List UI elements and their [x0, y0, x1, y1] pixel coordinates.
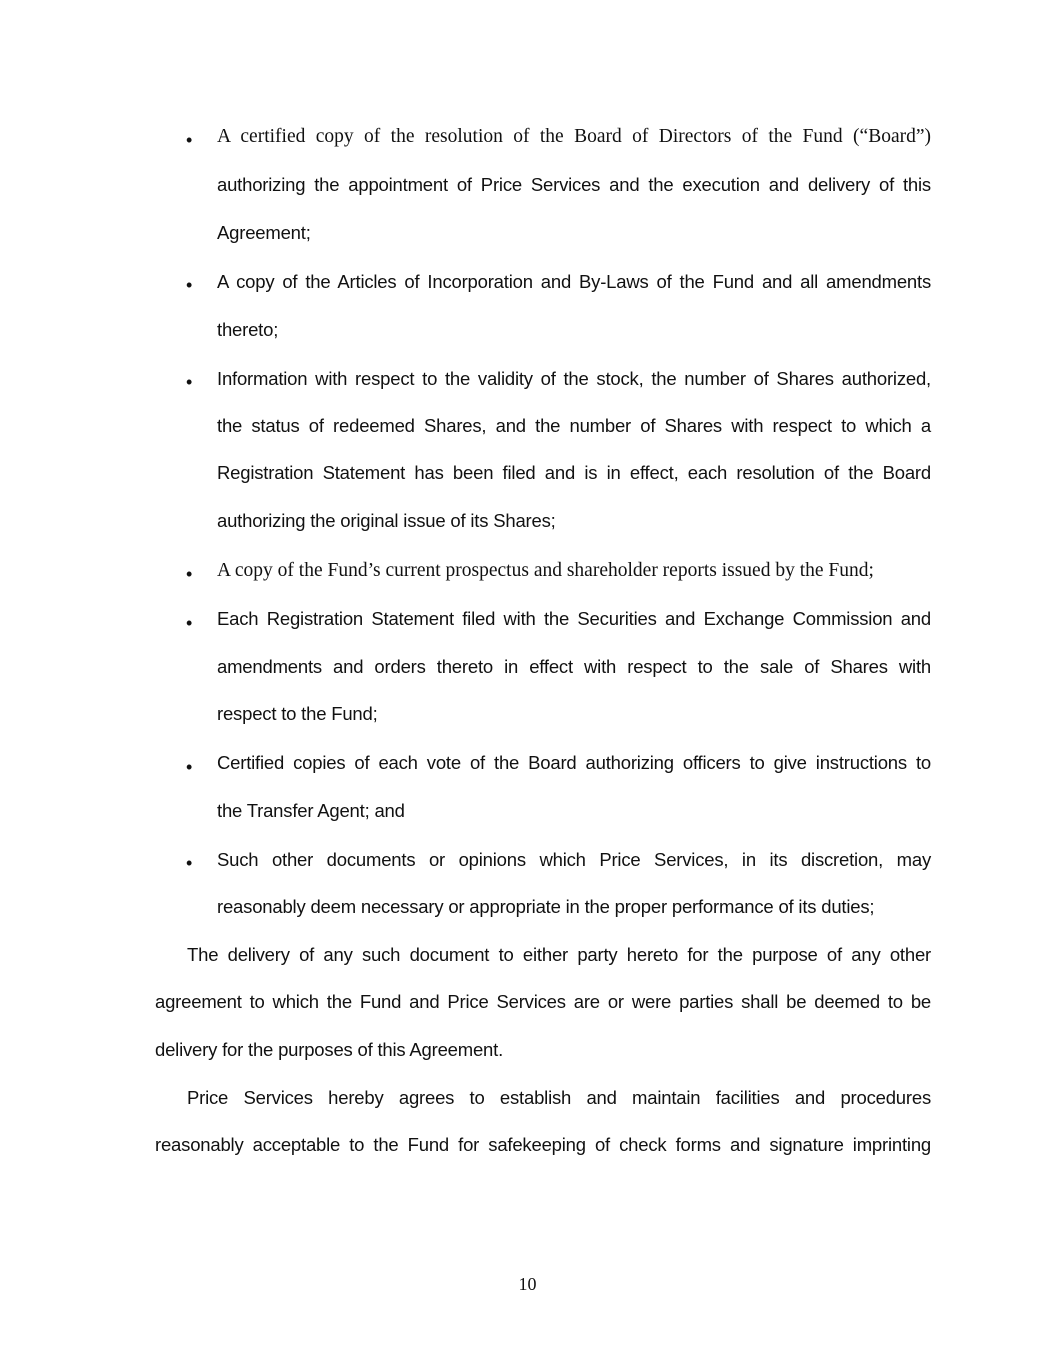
paragraph-line: The delivery of any such document to either party hereto for the purpose of any other [187, 944, 931, 965]
paragraph-line: agreement to which the Fund and Price Services are or were parties shall be deemed to be [155, 991, 931, 1012]
bullet-icon: • [186, 372, 193, 392]
list-item-line: the Transfer Agent; and [217, 800, 405, 821]
bullet-icon: • [186, 853, 193, 873]
list-item-line: Registration Statement has been filed and is in effect, each resolution of the Board [217, 462, 931, 483]
list-item-line: the status of redeemed Shares, and the number of Shares with respect to which a [217, 415, 931, 436]
list-item-line: thereto; [217, 319, 279, 340]
page-number: 10 [518, 1274, 537, 1294]
list-item-line: amendments and orders thereto in effect with respect to the sale of Shares with [217, 656, 931, 677]
paragraph-line: reasonably acceptable to the Fund for safekeeping of check forms and signature imprinting [155, 1134, 931, 1155]
bullet-icon: • [186, 613, 193, 633]
paragraph-line: Price Services hereby agrees to establish and maintain facilities and procedures [187, 1087, 931, 1108]
paragraph-line: delivery for the purposes of this Agreement. [155, 1039, 504, 1060]
list-item-line: A copy of the Fund’s current prospectus and shareholder reports issued by the Fund; [217, 560, 874, 581]
list-item-line: Agreement; [217, 222, 311, 243]
list-item-line: respect to the Fund; [217, 703, 378, 724]
list-item-line: authorizing the original issue of its Shares; [217, 510, 556, 531]
bullet-icon: • [186, 564, 193, 584]
list-item-line: A certified copy of the resolution of the Board of Directors of the Fund (“Board”) [217, 126, 931, 147]
list-item-line: authorizing the appointment of Price Services and the execution and delivery of this [217, 174, 931, 195]
list-item-line: A copy of the Articles of Incorporation and By-Laws of the Fund and all amendments [217, 271, 931, 292]
list-item-line: reasonably deem necessary or appropriate in the proper performance of its duties; [217, 896, 875, 917]
list-item-line: Such other documents or opinions which Price Services, in its discretion, may [217, 849, 931, 870]
list-item-line: Each Registration Statement filed with the Securities and Exchange Commission and [217, 608, 931, 629]
bullet-icon: • [186, 130, 193, 150]
list-item-line: Certified copies of each vote of the Board authorizing officers to give instructions to [217, 752, 931, 773]
bullet-icon: • [186, 275, 193, 295]
list-item-line: Information with respect to the validity of the stock, the number of Shares authorized, [217, 368, 931, 389]
bullet-icon: • [186, 757, 193, 777]
